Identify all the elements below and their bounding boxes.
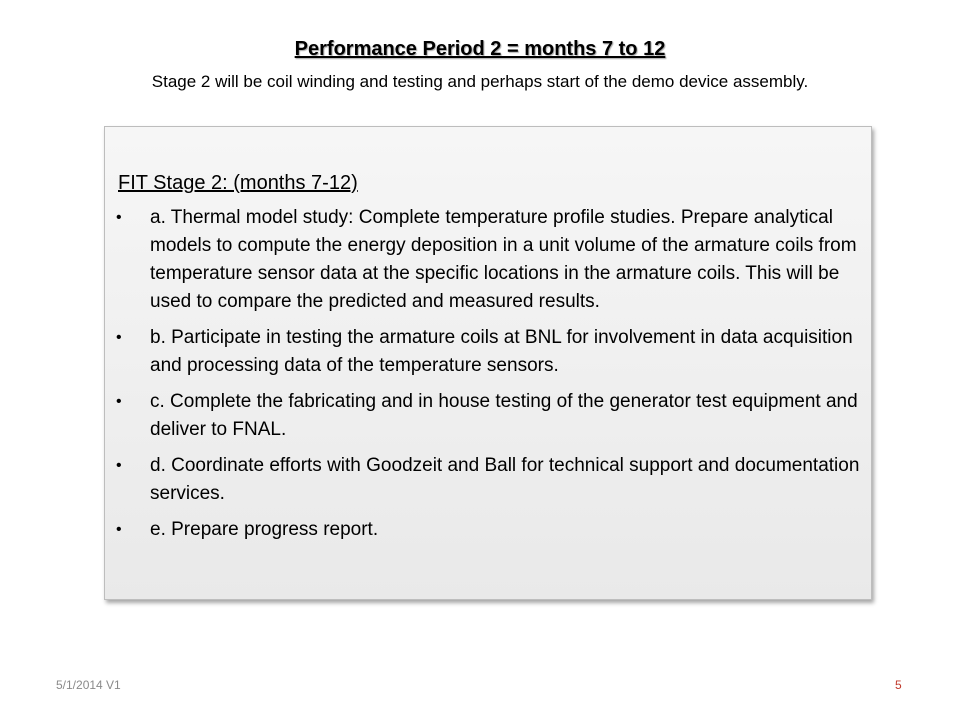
bullet-item — [114, 452, 866, 508]
slide-title: Performance Period 2 = months 7 to 12 — [294, 38, 666, 60]
bullet-item — [114, 388, 866, 444]
bullet-list — [114, 204, 866, 552]
bullet-text: a. Thermal model study: Complete temperature profile studies. Prepare analytical models to compute the energy deposition in a unit volume of the armature coils from temperature sensor data at the specific locations in the armature coils. This will be used to compare the predicted and measured results. — [150, 207, 857, 312]
bullet-text: e. Prepare progress report. — [150, 519, 379, 540]
bullet-icon: • — [116, 393, 122, 410]
bullet-icon: • — [116, 209, 122, 226]
bullet-text: c. Complete the fabricating and in house testing of the generator test equipment and deliver to FNAL. — [150, 391, 858, 440]
page-number: 5 — [895, 678, 902, 692]
stage-heading: FIT Stage 2: (months 7-12) — [118, 172, 358, 194]
bullet-text: b. Participate in testing the armature coils at BNL for involvement in data acquisition and processing data of the temperature sensors. — [150, 327, 853, 376]
bullet-icon: • — [116, 521, 122, 538]
footer-date: 5/1/2014 V1 — [56, 678, 121, 692]
bullet-icon: • — [116, 329, 122, 346]
bullet-item — [114, 516, 866, 544]
bullet-text: d. Coordinate efforts with Goodzeit and Ball for technical support and documentation services. — [150, 455, 860, 504]
bullet-icon: • — [116, 457, 122, 474]
bullet-item — [114, 204, 866, 316]
bullet-item — [114, 324, 866, 380]
slide-subtitle: Stage 2 will be coil winding and testing and perhaps start of the demo device assembly. — [151, 72, 809, 91]
